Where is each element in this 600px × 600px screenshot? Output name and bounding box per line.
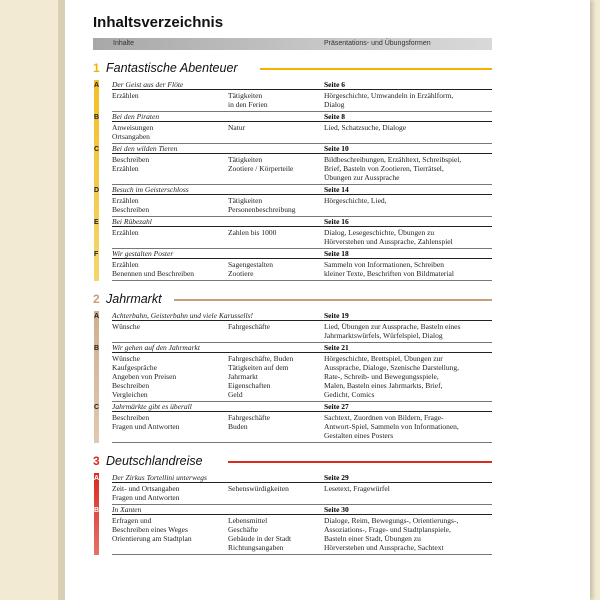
detail-line: kleiner Texte, Beschriften von Bildmaterial <box>324 269 454 278</box>
unit-b <box>93 112 492 144</box>
unit-name[interactable]: Bei den wilden Tieren <box>112 144 178 153</box>
unit-name[interactable]: Jahrmärkte gibt es überall <box>112 402 192 411</box>
unit-details <box>112 483 492 505</box>
chapter-title[interactable]: Fantastische Abenteuer <box>106 61 238 75</box>
detail-line: Dialoge, Reim, Bewegungs-, Orientierungs-, <box>324 516 459 525</box>
detail-line: Jahrmarkt <box>228 372 258 381</box>
unit-heading <box>112 80 492 90</box>
unit-list <box>93 473 492 555</box>
unit-letter: E <box>94 219 99 226</box>
chapter-rule <box>228 461 492 463</box>
detail-line: Orientierung am Stadtplan <box>112 534 192 543</box>
detail-line: Sammeln von Informationen, Schreiben <box>324 260 444 269</box>
detail-line: Geschäfte <box>228 525 258 534</box>
detail-line: Beschreiben <box>112 155 150 164</box>
detail-line: Wünsche <box>112 322 140 331</box>
unit-page[interactable]: Seite 21 <box>324 343 349 352</box>
toc-content <box>93 12 492 555</box>
unit-c <box>93 402 492 443</box>
unit-topics <box>228 196 324 214</box>
unit-skills <box>112 260 228 278</box>
detail-line: Erzählen <box>112 91 139 100</box>
unit-list <box>93 311 492 443</box>
detail-line: Tätigkeiten <box>228 155 263 164</box>
column-header-formen: Präsentations- und Übungsformen <box>324 40 431 47</box>
chapter-1 <box>93 60 492 281</box>
unit-details <box>112 195 492 217</box>
detail-line: Lied, Schatzsuche, Dialoge <box>324 123 407 132</box>
unit-letter: C <box>94 404 100 411</box>
unit-topics <box>228 516 324 552</box>
detail-line: Gestalten eines Posters <box>324 431 394 440</box>
unit-skills <box>112 196 228 214</box>
unit-heading <box>112 249 492 259</box>
unit-exercises <box>324 228 492 246</box>
detail-line: Ortsangaben <box>112 132 150 141</box>
unit-exercises <box>324 91 492 109</box>
unit-exercises <box>324 484 492 502</box>
unit-exercises <box>324 516 492 552</box>
unit-details <box>112 227 492 249</box>
detail-line: Beschreiben eines Weges <box>112 525 188 534</box>
detail-line: Eigenschaften <box>228 381 271 390</box>
unit-page[interactable]: Seite 6 <box>324 80 346 89</box>
unit-name[interactable]: Wir gestalten Poster <box>112 249 174 258</box>
chapter-3 <box>93 453 492 555</box>
detail-line: Hörgeschichte, Brettspiel, Übungen zur <box>324 354 443 363</box>
detail-line: Hörverstehen und Aussprache, Zahlenspiel <box>324 237 453 246</box>
unit-letter: A <box>94 313 100 320</box>
unit-topics <box>228 413 324 440</box>
unit-topics <box>228 484 324 502</box>
detail-line: Erzählen <box>112 260 139 269</box>
unit-skills <box>112 354 228 399</box>
unit-name[interactable]: Der Geist aus der Flöte <box>112 80 184 89</box>
detail-line: Beschreiben <box>112 413 150 422</box>
unit-name[interactable]: Achterbahn, Geisterbahn und viele Karussells! <box>112 311 254 320</box>
chapter-rule <box>260 68 492 70</box>
chapter-number: 2 <box>93 292 100 306</box>
unit-page[interactable]: Seite 30 <box>324 505 349 514</box>
detail-line: Antwort-Spiel, Sammeln von Informationen, <box>324 422 459 431</box>
detail-line: Zahlen bis 1000 <box>228 228 277 237</box>
unit-page[interactable]: Seite 27 <box>324 402 349 411</box>
detail-line: Kaufgespräche <box>112 363 157 372</box>
unit-heading <box>112 402 492 412</box>
unit-c <box>93 144 492 185</box>
detail-line: Tätigkeiten auf dem <box>228 363 289 372</box>
detail-line: Hörverstehen und Aussprache, Sachtext <box>324 543 444 552</box>
unit-b <box>93 343 492 402</box>
detail-line: Rate-, Schreib- und Bewegungsspiele, <box>324 372 439 381</box>
detail-line: Erzählen <box>112 228 139 237</box>
detail-line: Basteln einer Stadt, Übungen zu <box>324 534 421 543</box>
unit-exercises <box>324 196 492 214</box>
unit-topics <box>228 322 324 340</box>
detail-line: Hörgeschichte, Umwandeln in Erzählform, <box>324 91 454 100</box>
chapter-rule <box>174 299 492 301</box>
chapter-number: 3 <box>93 454 100 468</box>
unit-letter: B <box>94 114 100 121</box>
unit-letter: C <box>94 146 100 153</box>
column-header-inhalte: Inhalte <box>113 40 135 47</box>
unit-details <box>112 122 492 144</box>
detail-line: Beschreiben <box>112 205 150 214</box>
unit-a <box>93 311 492 343</box>
detail-line: Erfragen und <box>112 516 152 525</box>
unit-name[interactable]: Bei Rübezahl <box>112 217 152 226</box>
chapter-2 <box>93 291 492 443</box>
unit-letter: A <box>94 82 100 89</box>
detail-line: Dialog, Lesegeschichte, Übungen zu <box>324 228 435 237</box>
unit-details <box>112 412 492 443</box>
detail-line: Gebäude in der Stadt <box>228 534 292 543</box>
detail-line: Angeben von Preisen <box>112 372 177 381</box>
detail-line: Sehenswürdigkeiten <box>228 484 289 493</box>
unit-exercises <box>324 322 492 340</box>
unit-letter: B <box>94 345 100 352</box>
unit-topics <box>228 354 324 399</box>
unit-name[interactable]: Der Zirkus Tortellini unterwegs <box>112 473 207 482</box>
detail-line: Zootiere / Körperteile <box>228 164 294 173</box>
page-edge <box>58 0 65 600</box>
detail-line: Tätigkeiten <box>228 196 263 205</box>
chapter-heading <box>93 291 492 311</box>
unit-a <box>93 473 492 505</box>
column-header-bar <box>93 38 492 50</box>
unit-heading <box>112 343 492 353</box>
unit-list <box>93 80 492 281</box>
chapter-title[interactable]: Deutschlandreise <box>106 454 203 468</box>
unit-name[interactable]: In Xanten <box>112 505 142 514</box>
detail-line: Geld <box>228 390 243 399</box>
detail-line: Jahrmarktswürfels, Würfelspiel, Dialog <box>324 331 443 340</box>
unit-details <box>112 90 492 112</box>
detail-line: Beschreiben <box>112 381 150 390</box>
unit-page[interactable]: Seite 29 <box>324 473 349 482</box>
unit-letter: A <box>94 475 100 482</box>
unit-skills <box>112 123 228 141</box>
unit-skills <box>112 155 228 182</box>
unit-exercises <box>324 413 492 440</box>
detail-line: Anweisungen <box>112 123 154 132</box>
detail-line: Vergleichen <box>112 390 148 399</box>
detail-line: Fahrgeschäfte <box>228 322 270 331</box>
detail-line: Richtungsangaben <box>228 543 284 552</box>
detail-line: Lesetext, Fragewürfel <box>324 484 390 493</box>
detail-line: Natur <box>228 123 246 132</box>
unit-skills <box>112 228 228 246</box>
detail-line: Wünsche <box>112 354 140 363</box>
detail-line: Malen, Basteln eines Jahrmarkts, Brief, <box>324 381 443 390</box>
unit-name[interactable]: Besuch im Geisterschloss <box>112 185 189 194</box>
unit-page[interactable]: Seite 18 <box>324 249 349 258</box>
unit-skills <box>112 484 228 502</box>
detail-line: Erzählen <box>112 164 139 173</box>
detail-line: Buden <box>228 422 248 431</box>
detail-line: Fragen und Antworten <box>112 422 180 431</box>
detail-line: Fahrgeschäfte <box>228 413 270 422</box>
detail-line: Benennen und Beschreiben <box>112 269 195 278</box>
unit-topics <box>228 91 324 109</box>
unit-heading <box>112 185 492 195</box>
unit-letter: B <box>94 507 100 514</box>
unit-topics <box>228 228 324 246</box>
chapter-number: 1 <box>93 61 100 75</box>
unit-page[interactable]: Seite 8 <box>324 112 346 121</box>
detail-line: Fragen und Antworten <box>112 493 180 502</box>
detail-line: Brief, Basteln von Zootieren, Tierrätsel, <box>324 164 444 173</box>
unit-heading <box>112 217 492 227</box>
unit-skills <box>112 322 228 340</box>
unit-heading <box>112 112 492 122</box>
unit-details <box>112 321 492 343</box>
unit-page[interactable]: Seite 10 <box>324 144 349 153</box>
unit-name[interactable]: Bei den Piraten <box>112 112 160 121</box>
detail-line: Erzählen <box>112 196 139 205</box>
detail-line: Zeit- und Ortsangaben <box>112 484 180 493</box>
unit-a <box>93 80 492 112</box>
detail-line: Tätigkeiten <box>228 91 263 100</box>
unit-b <box>93 505 492 555</box>
detail-line: in den Ferien <box>228 100 268 109</box>
unit-name[interactable]: Wir gehen auf den Jahrmarkt <box>112 343 200 352</box>
unit-skills <box>112 516 228 552</box>
unit-letter: F <box>94 251 99 258</box>
unit-details <box>112 515 492 555</box>
detail-line: Aussprache, Dialoge, Szenische Darstellung, <box>324 363 459 372</box>
detail-line: Assoziations-, Frage- und Stadtplanspiele, <box>324 525 451 534</box>
detail-line: Gedicht, Comics <box>324 390 375 399</box>
unit-heading <box>112 311 492 321</box>
unit-exercises <box>324 155 492 182</box>
detail-line: Sachtext, Zuordnen von Bildern, Frage- <box>324 413 444 422</box>
detail-line: Hörgeschichte, Lied, <box>324 196 387 205</box>
detail-line: Sagengestalten <box>228 260 273 269</box>
unit-topics <box>228 155 324 182</box>
unit-details <box>112 259 492 281</box>
unit-heading <box>112 473 492 483</box>
unit-exercises <box>324 354 492 399</box>
unit-exercises <box>324 260 492 278</box>
unit-letter: D <box>94 187 100 194</box>
detail-line: Zootiere <box>228 269 254 278</box>
chapter-title[interactable]: Jahrmarkt <box>106 292 162 306</box>
chapter-heading <box>93 453 492 473</box>
detail-line: Dialog <box>324 100 345 109</box>
unit-f <box>93 249 492 281</box>
unit-e <box>93 217 492 249</box>
detail-line: Lebensmittel <box>228 516 268 525</box>
unit-exercises <box>324 123 492 141</box>
unit-topics <box>228 123 324 141</box>
unit-heading <box>112 505 492 515</box>
page-title: Inhaltsverzeichnis <box>93 14 224 31</box>
unit-page[interactable]: Seite 14 <box>324 185 349 194</box>
unit-heading <box>112 144 492 154</box>
detail-line: Personenbeschreibung <box>228 205 296 214</box>
unit-d <box>93 185 492 217</box>
unit-skills <box>112 413 228 440</box>
detail-line: Lied, Übungen zur Aussprache, Basteln eines <box>324 322 461 331</box>
unit-topics <box>228 260 324 278</box>
detail-line: Fahrgeschäfte, Buden <box>228 354 294 363</box>
detail-line: Übungen zur Aussprache <box>324 173 400 182</box>
unit-page[interactable]: Seite 16 <box>324 217 349 226</box>
unit-details <box>112 353 492 402</box>
chapter-heading <box>93 60 492 80</box>
unit-skills <box>112 91 228 109</box>
unit-details <box>112 154 492 185</box>
unit-page[interactable]: Seite 19 <box>324 311 349 320</box>
detail-line: Bildbeschreibungen, Erzähltext, Schreibspiel, <box>324 155 462 164</box>
chapter-list <box>93 60 492 555</box>
